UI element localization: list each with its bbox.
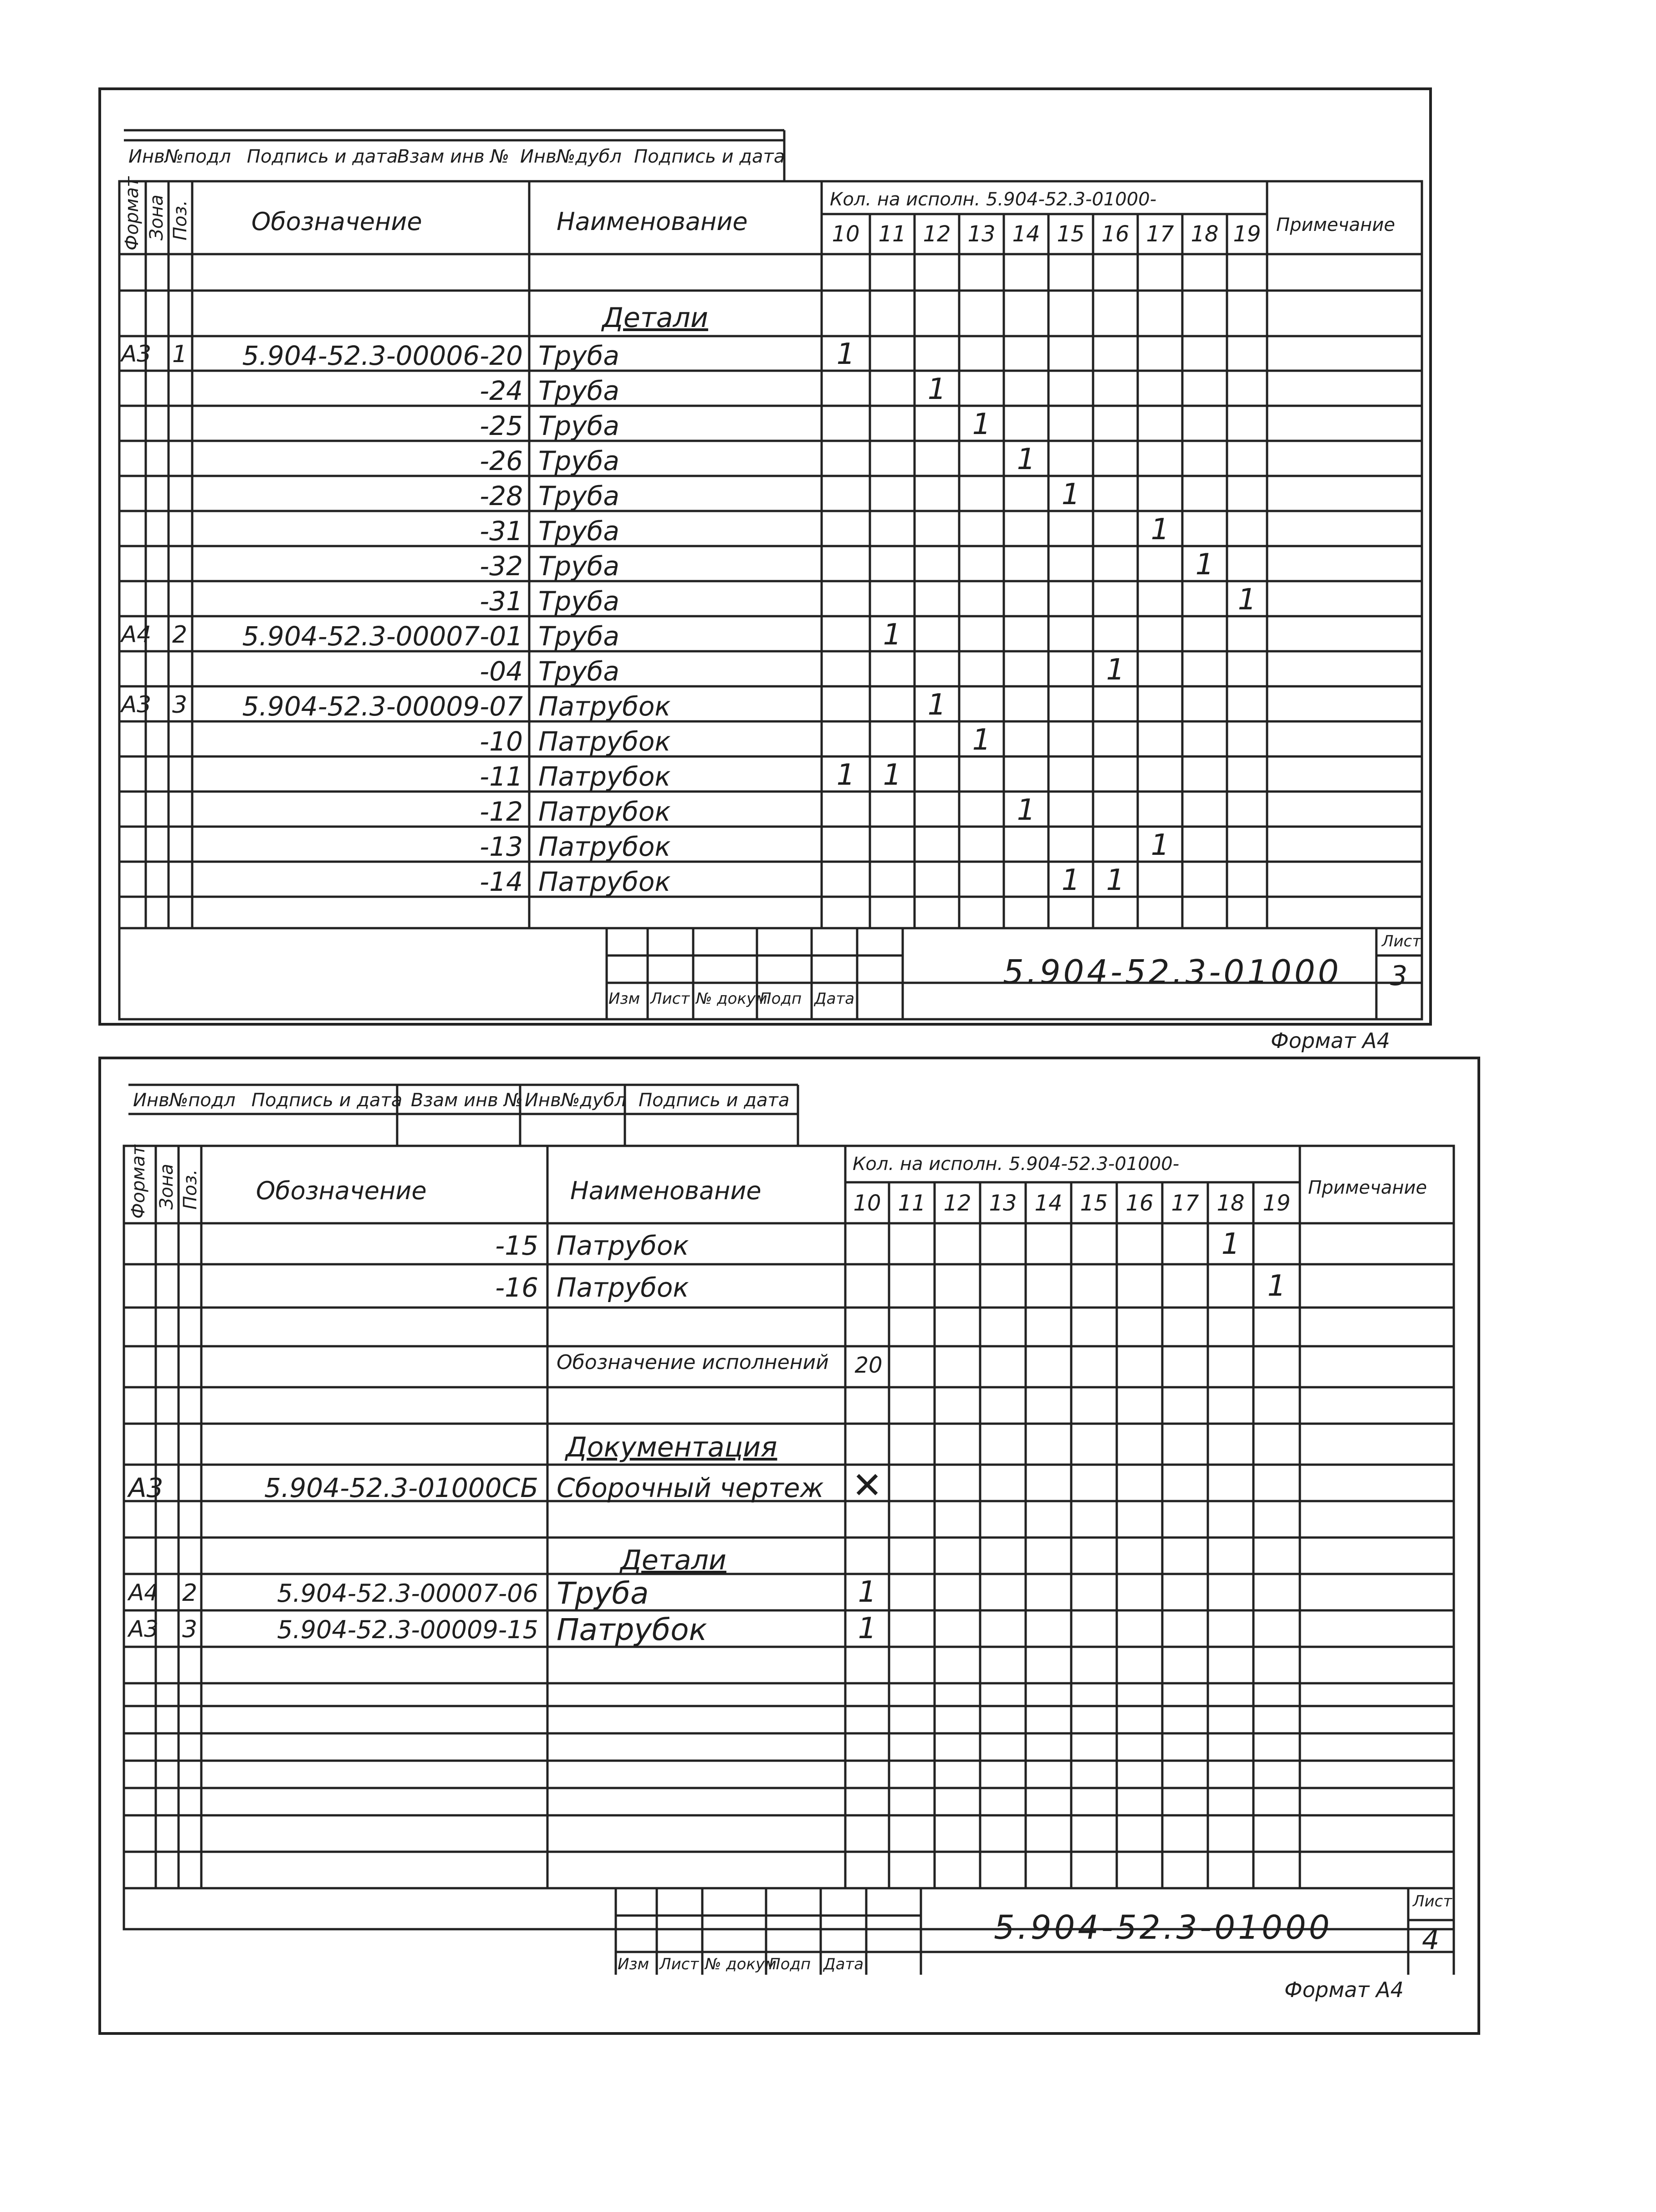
stamp-signature-date-b: Подпись и дата	[251, 1090, 403, 1111]
row-name: Труба	[538, 410, 619, 441]
row-pos: 2	[172, 621, 188, 649]
row-designation: -12	[480, 796, 523, 827]
variant-header-15: 15	[1057, 221, 1085, 247]
row-name: Труба	[538, 445, 619, 476]
stamp-signature-date-2: Подпись и дата	[634, 146, 785, 167]
assembly-designation: 5.904-52.3-01000СБ	[264, 1472, 538, 1503]
variant-header-10: 10	[853, 1190, 881, 1216]
part-designation: 5.904-52.3-00007-06	[277, 1579, 538, 1608]
row-name: Патрубок	[538, 691, 671, 722]
row-designation: -14	[480, 866, 523, 897]
qty-mark: 1	[883, 618, 902, 652]
tb-sign: Подп	[760, 990, 802, 1008]
row-name: Патрубок	[538, 796, 671, 827]
row-name: Труба	[538, 656, 619, 687]
row-designation: -28	[480, 480, 523, 511]
part-format: А3	[128, 1616, 159, 1642]
row-name: Патрубок	[538, 866, 671, 897]
row-designation: 5.904-52.3-00009-07	[242, 691, 523, 722]
qty-mark: 1	[972, 723, 991, 757]
part-name: Патрубок	[557, 1612, 707, 1647]
row-name: Патрубок	[538, 831, 671, 862]
qty-mark: 1	[1017, 443, 1036, 476]
variant-header-18: 18	[1191, 221, 1219, 247]
header-qty-title: Кол. на исполн. 5.904-52.3-01000-	[830, 189, 1157, 210]
qty-mark: 1	[1237, 583, 1257, 617]
row-designation: 5.904-52.3-00007-01	[242, 621, 523, 652]
row-name: Патрубок	[557, 1230, 689, 1261]
row-designation: -16	[495, 1272, 538, 1303]
variant-header-11: 11	[878, 221, 906, 247]
tb-sign-b: Подп	[769, 1955, 811, 1973]
stamp-inv-podl-b: Инв№подл	[133, 1090, 236, 1111]
row-name: Труба	[538, 621, 619, 652]
variant-header-17: 17	[1146, 221, 1174, 247]
header-name: Наименование	[557, 207, 748, 236]
row-pos: 3	[172, 691, 188, 719]
row-designation: -13	[480, 831, 523, 862]
header-name-b: Наименование	[570, 1176, 762, 1205]
row-name: Труба	[538, 340, 619, 371]
variant-header-16: 16	[1125, 1190, 1154, 1216]
qty-mark: 1	[1195, 548, 1214, 582]
row-designation: -15	[495, 1230, 538, 1261]
row-name: Труба	[538, 375, 619, 406]
row-designation: 5.904-52.3-00006-20	[242, 340, 523, 371]
qty-mark: 1	[1061, 478, 1080, 511]
stamp-inv-podl: Инв№подл	[128, 146, 231, 167]
qty-mark: 1	[972, 408, 991, 441]
tb-doc-b: № докум	[705, 1955, 777, 1973]
tb-list-b: Лист	[659, 1955, 699, 1973]
tb-list: Лист	[650, 990, 690, 1008]
header-zone: Зона	[146, 194, 167, 240]
row-name: Труба	[538, 586, 619, 617]
assembly-name: Сборочный чертеж	[557, 1472, 824, 1503]
header-pos-b: Поз.	[180, 1169, 201, 1210]
sheet-label-b: Лист	[1413, 1892, 1452, 1911]
format-label-3: Формат А4	[1271, 1028, 1390, 1053]
stamp-vzam-inv: Взам инв №	[397, 146, 510, 167]
qty-mark: 1	[1267, 1269, 1286, 1303]
qty-mark: 1	[1150, 513, 1170, 547]
variant-header-16: 16	[1101, 221, 1130, 247]
doc-number: 5.904-52.3-01000	[1003, 953, 1342, 991]
stamp-signature-date-2-b: Подпись и дата	[639, 1090, 790, 1111]
variant-header-19: 19	[1233, 221, 1261, 247]
header-format-b: Формат	[128, 1144, 149, 1219]
format-label-4: Формат А4	[1284, 1977, 1404, 2002]
row-pos: 1	[172, 341, 188, 368]
qty-mark: 1	[1017, 793, 1036, 827]
sheet-label: Лист	[1382, 932, 1421, 950]
qty-mark: 1	[836, 337, 855, 371]
row-name: Патрубок	[538, 726, 671, 757]
variant-header-13: 13	[989, 1190, 1017, 1216]
section-details: Детали	[602, 302, 708, 334]
row-designation: -26	[480, 445, 523, 476]
part-pos: 3	[182, 1616, 198, 1643]
stamp-vzam-inv-b: Взам инв №	[411, 1090, 523, 1111]
row-name: Труба	[538, 480, 619, 511]
sheet-number-b: 4	[1422, 1924, 1440, 1956]
variant-header-18: 18	[1216, 1190, 1245, 1216]
qty-mark: 1	[1150, 828, 1170, 862]
tb-doc: № докум	[696, 990, 767, 1008]
variant-header-14: 14	[1012, 221, 1040, 247]
stamp-inv-dubl-b: Инв№дубл	[525, 1090, 626, 1111]
stamp-inv-dubl: Инв№дубл	[520, 146, 622, 167]
assembly-format: А3	[128, 1472, 164, 1503]
row-format: А3	[121, 691, 152, 718]
stamp-signature-date: Подпись и дата	[247, 146, 398, 167]
part-designation: 5.904-52.3-00009-15	[277, 1615, 538, 1644]
tb-date-b: Дата	[823, 1955, 864, 1973]
variant-header-12: 12	[943, 1190, 971, 1216]
qty-mark: 1	[1106, 653, 1125, 687]
variant-header-15: 15	[1080, 1190, 1108, 1216]
sheet-number: 3	[1390, 960, 1408, 992]
row-designation: -11	[480, 761, 523, 792]
row-name: Патрубок	[538, 761, 671, 792]
part-qty-mark: 1	[858, 1612, 877, 1645]
assembly-mark: ✕	[852, 1464, 883, 1507]
variant-header-17: 17	[1171, 1190, 1199, 1216]
row-designation: -04	[480, 656, 523, 687]
part-format: А4	[128, 1579, 159, 1606]
qty-mark: 1	[883, 758, 902, 792]
spec-sheet-4	[98, 1057, 1480, 2035]
row-designation: -31	[480, 586, 523, 617]
row-name: Труба	[538, 516, 619, 547]
tb-izm-b: Изм	[618, 1955, 649, 1973]
spec-sheet-3	[98, 87, 1432, 1026]
variant-designation-label: Обозначение исполнений	[557, 1351, 829, 1374]
row-name: Труба	[538, 551, 619, 582]
header-qty-title-b: Кол. на исполн. 5.904-52.3-01000-	[853, 1154, 1180, 1175]
qty-mark: 1	[927, 373, 946, 406]
row-designation: -31	[480, 516, 523, 547]
section-parts: Детали	[620, 1544, 726, 1576]
variant-designation-value: 20	[854, 1353, 883, 1378]
row-format: А3	[121, 341, 152, 367]
header-zone-b: Зона	[156, 1164, 177, 1210]
variant-header-11: 11	[898, 1190, 926, 1216]
qty-mark: 1	[1061, 863, 1080, 897]
row-format: А4	[121, 621, 152, 648]
section-documentation: Документация	[566, 1431, 777, 1463]
part-qty-mark: 1	[858, 1575, 877, 1609]
header-designation: Обозначение	[251, 207, 422, 236]
tb-izm: Изм	[608, 990, 640, 1008]
qty-mark: 1	[1221, 1227, 1240, 1261]
header-note: Примечание	[1276, 215, 1395, 235]
row-designation: -25	[480, 410, 523, 441]
variant-header-12: 12	[923, 221, 951, 247]
row-designation: -24	[480, 375, 523, 406]
variant-header-19: 19	[1262, 1190, 1291, 1216]
qty-mark: 1	[927, 688, 946, 722]
row-designation: -32	[480, 551, 523, 582]
part-pos: 2	[182, 1579, 198, 1607]
variant-header-10: 10	[832, 221, 860, 247]
row-name: Патрубок	[557, 1272, 689, 1303]
tb-date: Дата	[814, 990, 855, 1008]
header-designation-b: Обозначение	[256, 1176, 427, 1205]
part-name: Труба	[557, 1576, 649, 1611]
variant-header-14: 14	[1034, 1190, 1063, 1216]
header-pos: Поз.	[170, 200, 191, 240]
header-format: Формат	[122, 176, 143, 250]
row-designation: -10	[480, 726, 523, 757]
header-note-b: Примечание	[1308, 1177, 1427, 1198]
qty-mark: 1	[836, 758, 855, 792]
doc-number-b: 5.904-52.3-01000	[994, 1908, 1333, 1946]
variant-header-13: 13	[967, 221, 996, 247]
qty-mark: 1	[1106, 863, 1125, 897]
